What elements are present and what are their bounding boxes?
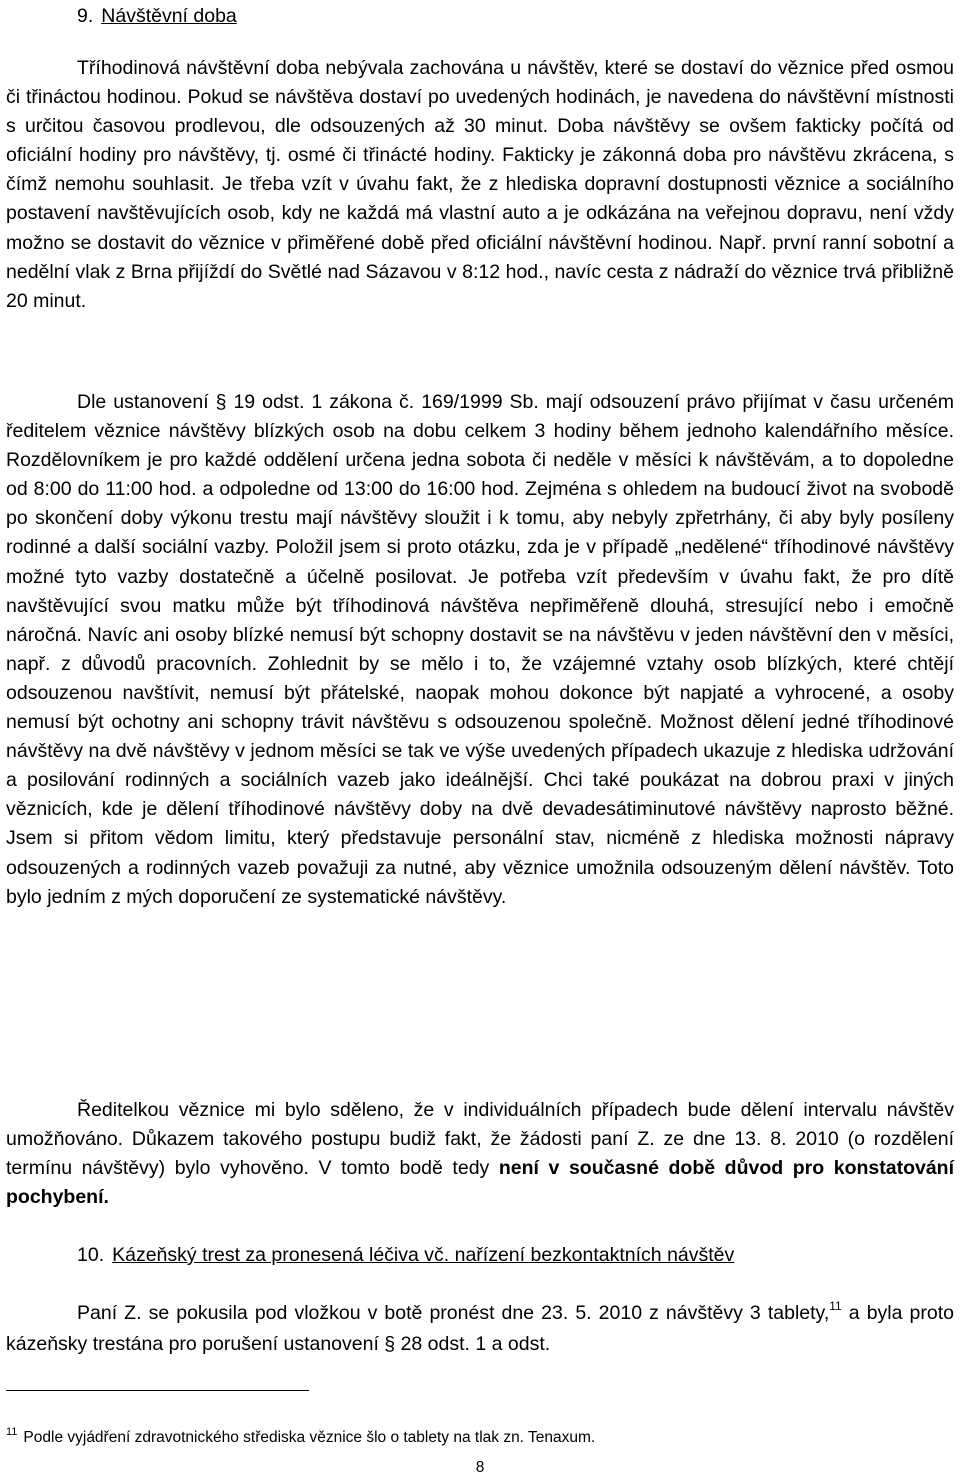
conclusion-bold-text: není v současné době důvod pro konstatování pochybení. [6,1157,954,1209]
footnote-divider [6,1390,309,1391]
section-number: 10. [77,1244,105,1266]
section-title: Návštěvní doba [101,5,237,27]
section-number: 9. [77,5,94,27]
paragraph-text: Paní Z. se pokusila pod vložkou v botě pronést dne 23. 5. 2010 z návštěvy 3 tablety, [77,1302,830,1324]
page-number: 8 [475,1459,485,1476]
paragraph-disciplinary [6,1299,954,1359]
footnote-reference[interactable]: 11 [829,1299,842,1313]
footnote-mark: 11 [6,1426,18,1438]
paragraph-text: Ředitelkou věznice mi bylo sděleno, že v individuálních případech bude dělení intervalu návštěv umožňováno. Důkazem takového postupu budiž fakt, že žádosti paní Z. ze dne 13. 8. 2010 (o rozdělení termínu návštěvy) bylo vyhověno. V tomto bodě tedy [6,1099,954,1180]
footnote-text: Podle vyjádření zdravotnického střediska věznice šlo o tablety na tlak zn. Tenaxum. [23,1429,596,1446]
section-heading-10 [6,1241,960,1270]
paragraph-visiting-hours [6,54,954,316]
footnote [6,1428,954,1449]
section-title: Kázeňský trest za pronesená léčiva vč. nařízení bezkontaktních návštěv [112,1244,735,1266]
section-heading-9 [6,2,960,31]
paragraph-legal-provision [6,388,954,912]
paragraph-text: Tříhodinová návštěvní doba nebývala zachována u návštěv, které se dostaví do věznice před osmou či třináctou hodinou. Pokud se návštěva dostaví po uvedených hodinách, je navedena do návštěvní místnosti s určitou časovou prodlevou, dle odsouzených až 30 minut. Doba návštěvy se ovšem fakticky počítá od oficiální hodiny pro návštěvy, tj. osmé či třinácté hodiny. Fakticky je zákonná doba pro návštěvu zkrácena, s čímž nemohu souhlasit. Je třeba vzít v úvahu fakt, že z hlediska dopravní dostupnosti věznice a sociálního postavení navštěvujících osob, kdy ne každá má vlastní auto a je odkázána na veřejnou dopravu, není vždy možno se dostavit do věznice v přiměřené době před oficiální návštěvní hodinou. Např. první ranní sobotní a nedělní vlak z Brna přijíždí do Světlé nad Sázavou v 8:12 hod., navíc cesta z nádraží do věznice trvá přibližně 20 minut. [6,57,954,312]
paragraph-text: Dle ustanovení § 19 odst. 1 zákona č. 169/1999 Sb. mají odsouzení právo přijímat v času určeném ředitelem věznice návštěvy blízkých osob na dobu celkem 3 hodiny během jednoho kalendářního měsíce. Rozdělovníkem je pro každé oddělení určena jedna sobota či neděle v měsíci k návštěvám, a to dopoledne od 8:00 do 11:00 hod. a odpoledne od 13:00 do 16:00 hod. Zejména s ohledem na budoucí život na svobodě po skončení doby výkonu trestu mají návštěvy sloužit i k tomu, aby nebyly zpřetrhány, či aby byly posíleny rodinné a další sociální vazby. Položil jsem si proto otázku, zda je v případě „nedělené“ tříhodinové návštěvy možné tyto vazby dostatečně a účelně posilovat. Je potřeba vzít především v úvahu fakt, že pro dítě navštěvující svou matku může být tříhodinová návštěva nepřiměřeně dlouhá, stresující nebo i emočně náročná. Navíc ani osoby blízké nemusí být schopny dostavit se na návštěvu v jeden návštěvní den v měsíci, např. z důvodů pracovních. Zohlednit by se mělo i to, že vzájemné vztahy osob blízkých, které chtějí odsouzenou navštívit, nemusí být přátelské, naopak mohou dokonce být napjaté a vyhrocené, a osoby nemusí být ochotny ani schopny trávit návštěvu s odsouzenou společně. Možnost dělení jedné tříhodinové návštěvy na dvě návštěvy v jednom měsíci se tak ve výše uvedených případech ukazuje z hlediska udržování a posilování rodinných a sociálních vazeb jako ideálnější. Chci také poukázat na dobrou praxi v jiných věznicích, kde je dělení tříhodinové návštěvy doby na dvě devadesátiminutové návštěvy naprosto běžné. Jsem si přitom vědom limitu, který představuje personální stav, nicméně z hlediska možnosti nápravy odsouzených a rodinných vazeb považuji za nutné, aby věznice umožnila odsouzeným dělení návštěv. Toto bylo jedním z mých doporučení ze systematické návštěvy. [6,391,954,908]
paragraph-text-continued: a byla proto kázeňsky trestána pro porušení ustanovení § 28 odst. 1 a odst. [6,1302,954,1356]
paragraph-director-response [6,1096,954,1212]
